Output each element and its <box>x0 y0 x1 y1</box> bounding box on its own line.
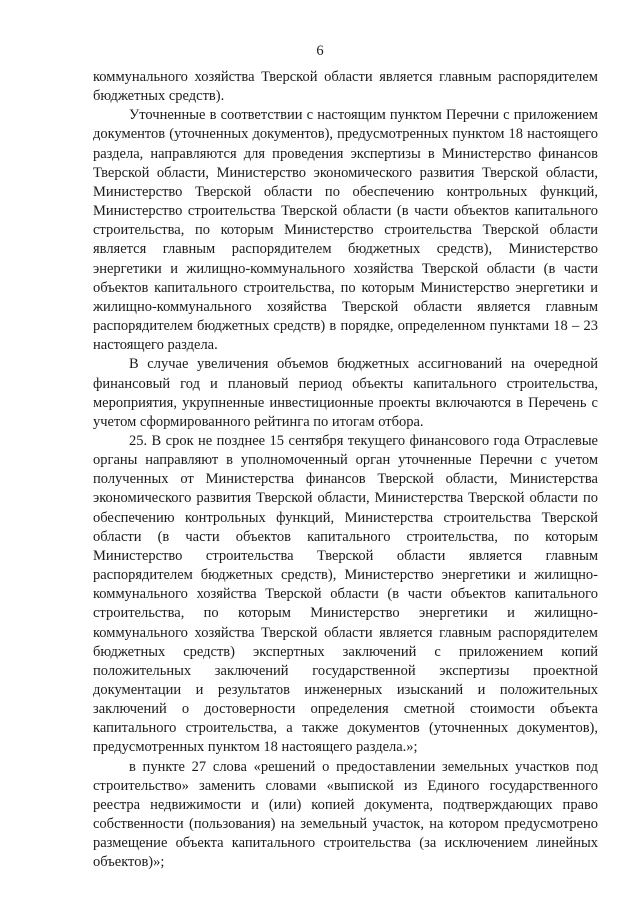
page-number: 6 <box>316 43 324 59</box>
paragraph-refined-lists: Уточненные в соответствии с настоящим пунктом Перечни с приложением документов (уточненных документов), предусмотренных пунктом 18 настоящего раздела, направляются для проведения экспертизы в Министерство финансов Тверской области, Министерство экономического развития Тверской области, Министерство Тверской области по обеспечению контрольных функций, Министерство строительства Тверской области (в части объектов капитального строительства, по которым Министерство строительства Тверской области является главным распорядителем бюджетных средств), Министерство энергетики и жилищно-коммунального хозяйства Тверской области (в части объектов капитального строительства, по которым Министерство энергетики и жилищно-коммунального хозяйства Тверской области является главным распорядителем бюджетных средств) в порядке, определенном пунктами 18 – 23 настоящего раздела. <box>93 107 598 354</box>
paragraph-item-27-amendment: в пункте 27 слова «решений о предоставлении земельных участков под строительство» заменить словами «выпиской из Единого государственного реестра недвижимости и (или) копией документа, подтверждающих право собственности (пользования) на земельный участок, на котором предусмотрено размещение объекта капитального строительства (за исключением линейных объектов)»; <box>93 758 598 871</box>
paragraph-budget-increase: В случае увеличения объемов бюджетных ассигнований на очередной финансовый год и плановый период объекты капитального строительства, мероприятия, укрупненные инвестиционные проекты включаются в Перечень с учетом сформированного рейтинга по итогам отбора. <box>93 356 598 430</box>
paragraph-item-25: 25. В срок не позднее 15 сентября текущего финансового года Отраслевые органы направляют в уполномоченный орган уточненные Перечни с учетом полученных от Министерства финансов Тверской области, Министерства экономического развития Тверской области, Министерства Тверской области по обеспечению контрольных функций, Министерства строительства Тверской области (в части объектов капитального строительства, по которым Министерство строительства Тверской области является главным распорядителем бюджетных средств), Министерство энергетики и жилищно-коммунального хозяйства Тверской области (в части объектов капитального строительства, по которым Министерство энергетики и жилищно-коммунального хозяйства Тверской области является главным распорядителем бюджетных средств) экспертных заключений с приложением копий положительных заключений государственной экспертизы проектной документации и результатов инженерных изысканий и положительных заключений о достоверности определения сметной стоимости объекта капитального строительства, а также документов (уточненных документов), предусмотренных пунктом 18 настоящего раздела.»; <box>93 432 598 756</box>
document-body <box>93 68 598 873</box>
paragraph-continuation: коммунального хозяйства Тверской области является главным распорядителем бюджетных средств). <box>93 69 598 105</box>
